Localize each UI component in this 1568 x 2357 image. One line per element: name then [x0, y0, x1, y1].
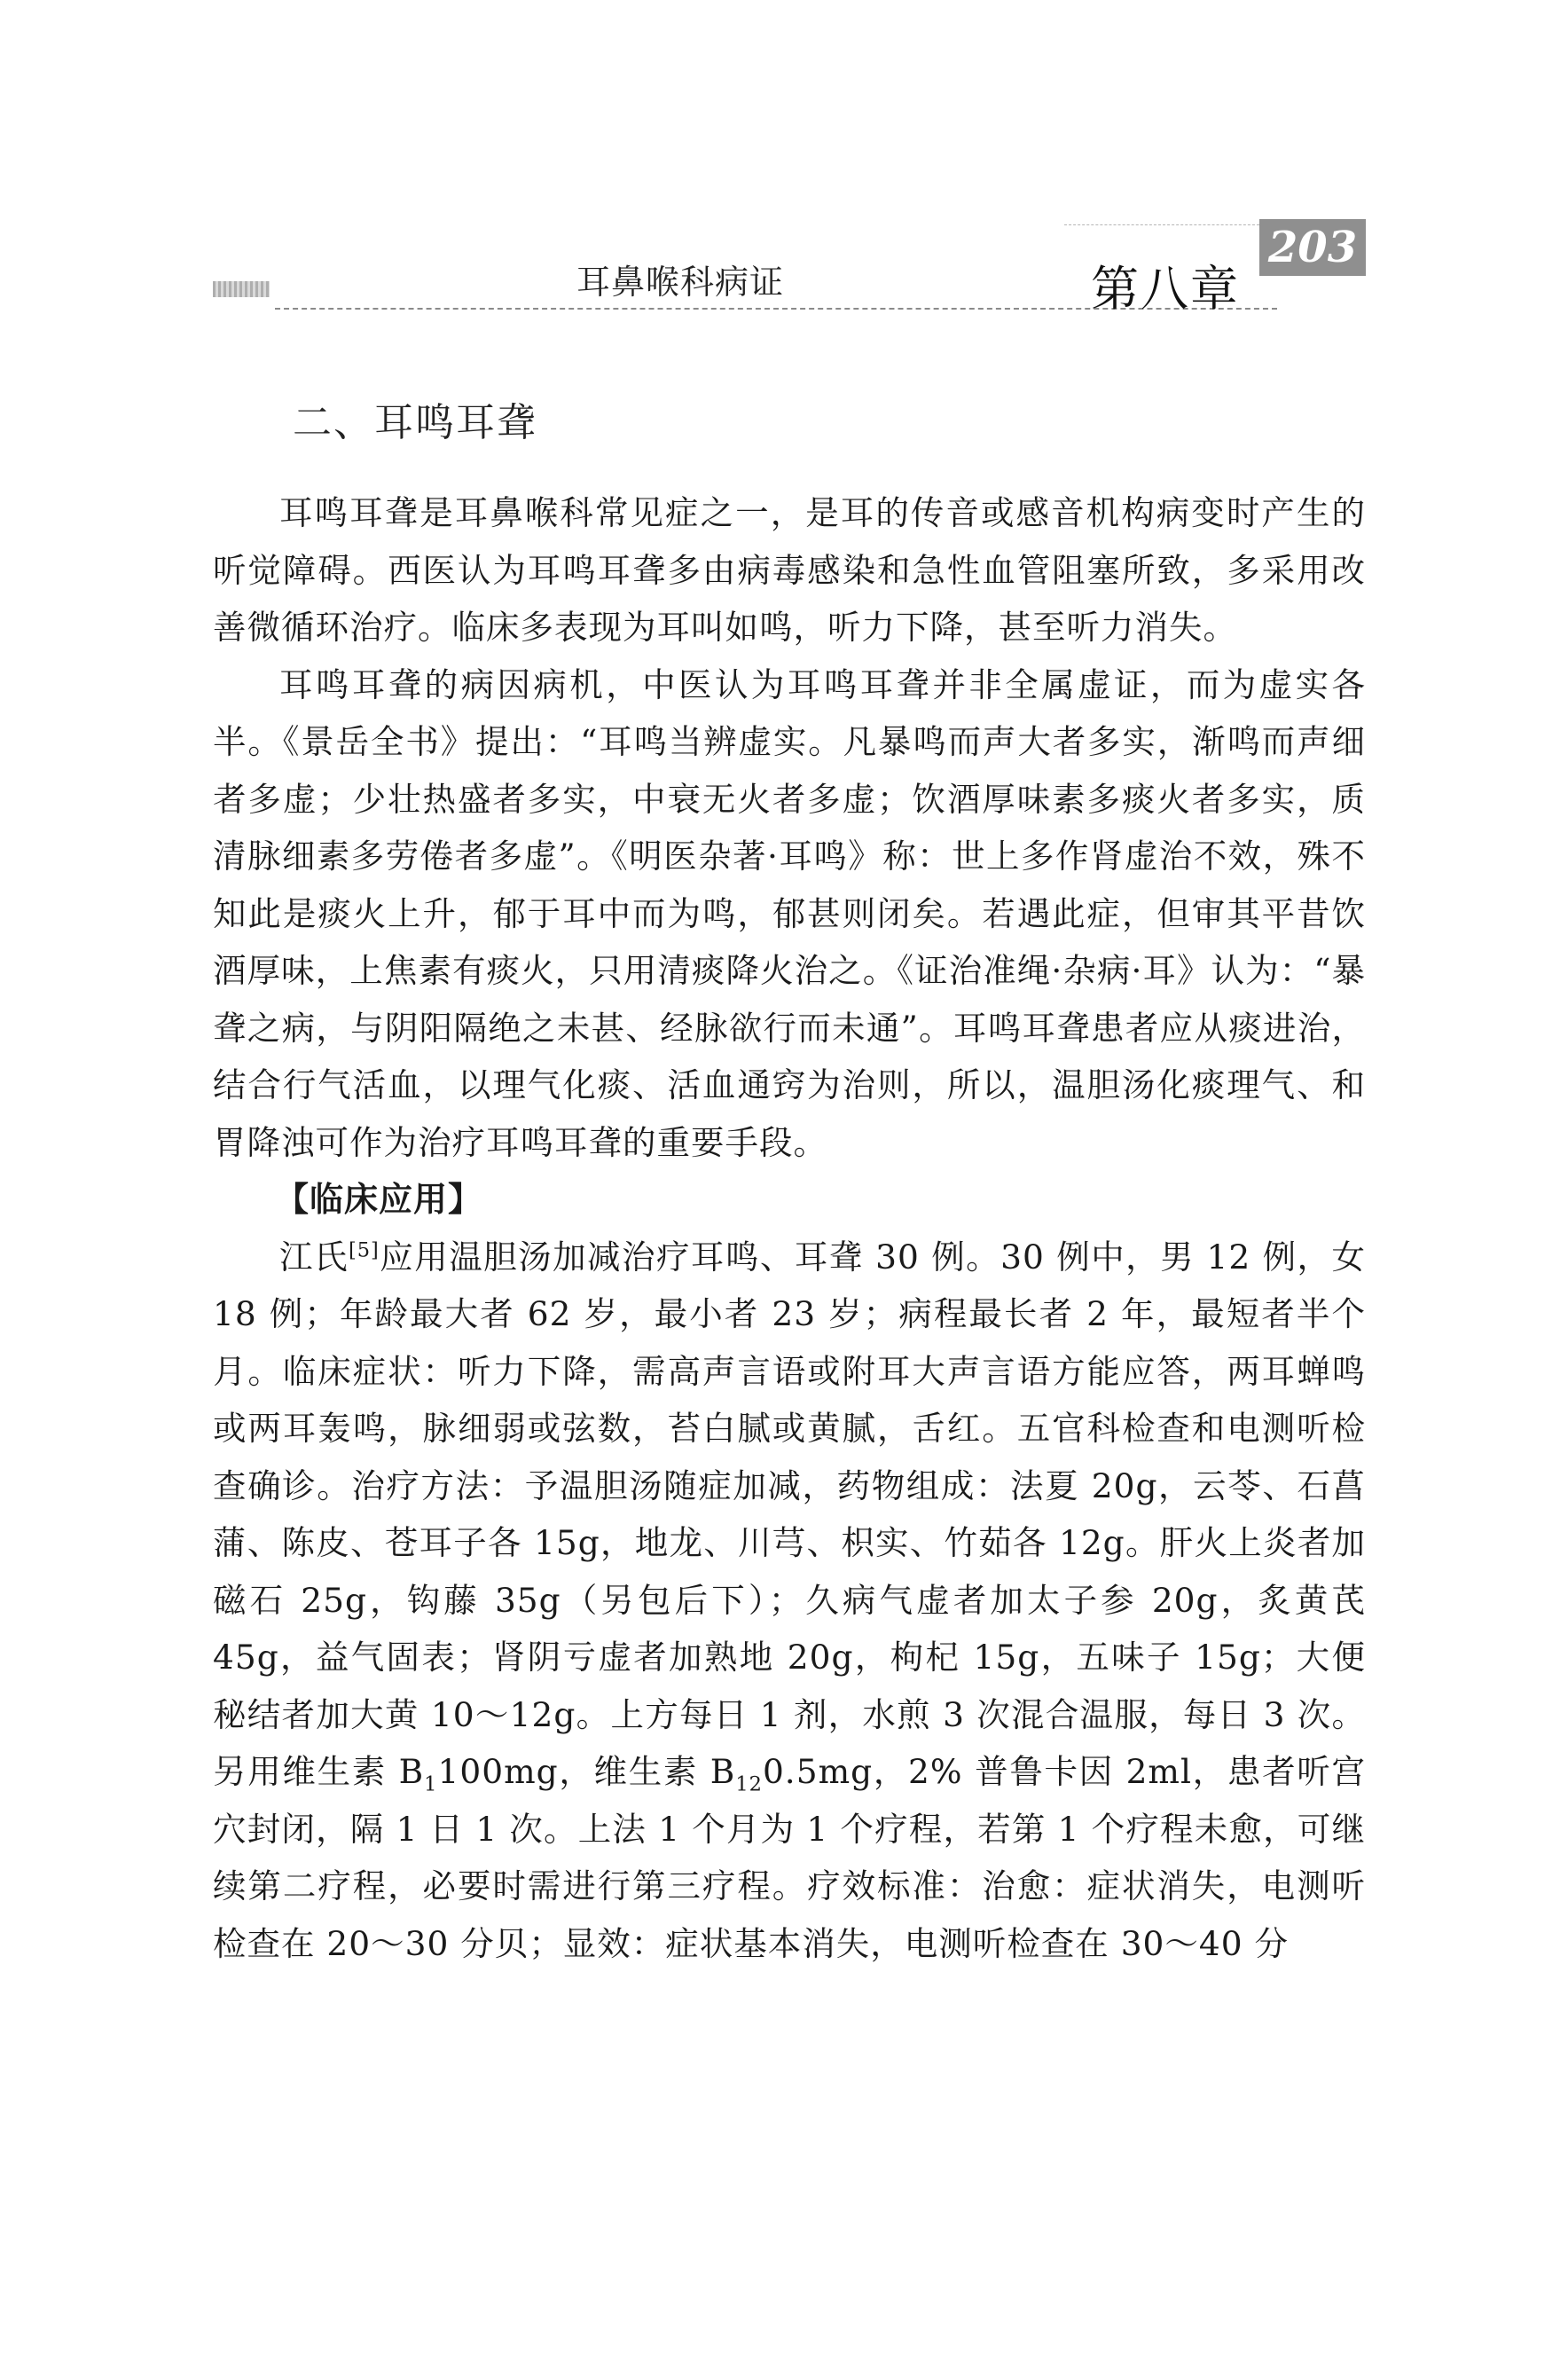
chapter-label: 第八章: [1091, 261, 1240, 317]
running-title: 耳鼻喉科病证: [576, 263, 785, 302]
clinical-text-part-2: 100mg，维生素 B: [437, 1752, 736, 1791]
clinical-text-part-3: 0.5mg，2% 普鲁卡因 2ml，患者听宫穴封闭，隔 1 日 1 次。上法 1 个月为 1 个疗程，若第 1 个疗程未愈，可继续第二疗程，必要时需进行第三疗程。疗效标准：治愈：症状消失，电测听检查在 20～30 分贝；显效：症状基本消失，电测听检查在 30～40 分: [213, 1752, 1366, 1963]
reference-marker: [5]: [348, 1238, 380, 1261]
paragraph-clinical: [213, 1229, 1366, 1973]
header-top-rule: [1064, 224, 1259, 225]
paragraph-intro: 耳鸣耳聋是耳鼻喉科常见症之一，是耳的传音或感音机构病变时产生的听觉障碍。西医认为耳鸣耳聋多由病毒感染和急性血管阻塞所致，多采用改善微循环治疗。临床多表现为耳叫如鸣，听力下降，甚至听力消失。: [213, 493, 1366, 647]
running-header: [213, 223, 1375, 317]
subscript-1: 1: [424, 1772, 438, 1796]
section-title: 二、耳鸣耳聋: [293, 400, 537, 445]
page-number: 203: [1259, 219, 1366, 276]
header-ornament: [213, 281, 270, 297]
page-body: [213, 390, 1366, 1972]
clinical-text-part-1: 应用温胆汤加减治疗耳鸣、耳聋 30 例。30 例中，男 12 例，女 18 例；年龄最大者 62 岁，最小者 23 岁；病程最长者 2 年，最短者半个月。临床症状：听力下降，需高声言语或附耳大声言语方能应答，两耳蝉鸣或两耳轰鸣，脉细弱或弦数，苔白腻或黄腻，舌红。五官科检查和电测听检查确诊。治疗方法：予温胆汤随症加减，药物组成：法夏 20g，云苓、石菖蒲、陈皮、苍耳子各 15g，地龙、川芎、枳实、竹茹各 12g。肝火上炎者加磁石 25g，钩藤 35g（另包后下）；久病气虚者加太子参 20g，炙黄芪 45g，益气固表；肾阴亏虚者加熟地 20g，枸杞 15g，五味子 15g；大便秘结者加大黄 10～12g。上方每日 1 剂，水煎 3 次混合温服，每日 3 次。另用维生素 B: [213, 1237, 1366, 1791]
clinical-heading: 【临床应用】: [275, 1180, 483, 1219]
clinical-author: 江氏: [279, 1237, 349, 1277]
subscript-12: 12: [735, 1772, 763, 1796]
paragraph-etiology: 耳鸣耳聋的病因病机，中医认为耳鸣耳聋并非全属虚证，而为虚实各半。《景岳全书》提出：“耳鸣当辨虚实。凡暴鸣而声大者多实，渐鸣而声细者多虚；少壮热盛者多实，中衰无火者多虚；饮酒厚味素多痰火者多实，质清脉细素多劳倦者多虚”。《明医杂著·耳鸣》称：世上多作肾虚治不效，殊不知此是痰火上升，郁于耳中而为鸣，郁甚则闭矣。若遇此症，但审其平昔饮酒厚味，上焦素有痰火，只用清痰降火治之。《证治准绳·杂病·耳》认为：“暴聋之病，与阴阳隔绝之未甚、经脉欲行而未通”。耳鸣耳聋患者应从痰进治，结合行气活血，以理气化痰、活血通窍为治则，所以，温胆汤化痰理气、和胃降浊可作为治疗耳鸣耳聋的重要手段。: [213, 664, 1366, 1162]
